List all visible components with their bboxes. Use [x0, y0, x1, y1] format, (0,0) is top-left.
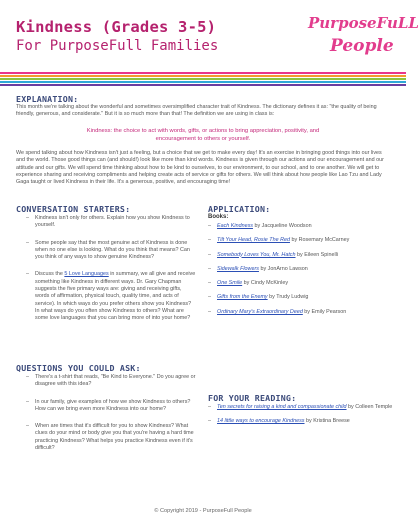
list-item — [208, 309, 394, 316]
explanation-intro: This month we're talking about the wonderful and sometimes oversimplified character trait of Kindness. The dictionary defines it as: "the quality of being friendly, generous, and considerate." But it is so much more than that! The definition we are using in class is: — [16, 104, 377, 118]
list-item — [208, 223, 394, 230]
author-text: by Cindy McKinley — [242, 280, 289, 287]
bullet-icon: – — [208, 251, 211, 258]
bullet-icon: – — [208, 404, 211, 410]
kindness-definition: Kindness: the choice to act with words, gifts, or actions to bring appreciation, positivity, and encouragement to others or yourself. — [86, 128, 320, 142]
book-link[interactable]: 14 little ways to encourage Kindness — [217, 418, 305, 425]
reading-list — [208, 404, 394, 433]
author-text: by Eileen Spinelli — [295, 251, 339, 258]
stripe — [0, 78, 406, 80]
bullet-icon: – — [208, 237, 211, 244]
questions-heading: QUESTIONS YOU COULD ASK: — [16, 363, 141, 373]
page-subtitle: For PurposeFull Families — [16, 38, 219, 54]
list-item: – When are times that it's difficult for you to show Kindness? What clues do your mind or body give you that you're having a hard time practicing Kindness? What helps you practice Kindness even if it's difficult? — [26, 423, 194, 452]
conversation-starters-heading: CONVERSATION STARTERS: — [16, 204, 131, 214]
list-item — [208, 266, 394, 273]
list-item — [208, 280, 394, 287]
book-link[interactable]: Ten secrets for raising a kind and compassionate child — [217, 404, 347, 410]
list-item — [208, 404, 394, 411]
author-text: by Jacqueline Woodson — [252, 223, 312, 229]
list-item: – Kindness isn't only for others. Explain how you show Kindness to yourself. — [26, 215, 190, 229]
list-item: – Some people say that the most genuine act of Kindness is done when no one else is looking. What do you think that means? Can you think of any ways to show genuine Kindness? — [26, 239, 190, 261]
bullet-icon: – — [208, 308, 211, 315]
bullet-icon: – — [208, 280, 211, 287]
page-title: Kindness (Grades 3-5) — [16, 18, 217, 36]
bullet-icon: – — [26, 398, 29, 405]
bullet-icon: – — [208, 294, 211, 301]
list-item — [208, 418, 394, 425]
application-heading: APPLICATION: — [208, 204, 271, 214]
explanation-body: We spend talking about how Kindness isn't just a feeling, but a choice that we get to make every day! It's an exercise in bringing good things into our lives and the world. Those good things can (and should!) look like more than kind words. Kindness is given through our actions and our encouragement and our attitude and our gifts. We will spend time thinking about how to be kind to ourselves, to our environment, to our school, and to one another. We will get to experience sharing and receiving compliments and helping create acts of service or gifts for others. We will think about how people like Lao Tzu and Lady Gaga taught or lived Kindness in their life. It's a generous, positive, and encouraging time! — [16, 150, 384, 186]
list-item — [208, 294, 394, 301]
questions-list — [26, 374, 196, 452]
author-text: by Emily Pearson — [302, 308, 347, 315]
book-link[interactable]: Ordinary Mary's Extraordinary Deed — [217, 308, 303, 315]
stripe — [0, 72, 406, 74]
bullet-icon: – — [26, 271, 29, 278]
conversation-starters-list — [26, 215, 196, 323]
bullet-icon: – — [26, 239, 29, 246]
book-link[interactable]: Sidewalk Flowers — [217, 265, 259, 272]
books-label: Books: — [208, 214, 229, 220]
bullet-icon: – — [26, 423, 29, 430]
rainbow-divider — [0, 72, 406, 87]
explanation-heading: EXPLANATION: — [16, 94, 79, 104]
stripe — [0, 75, 406, 77]
stripe — [0, 81, 406, 83]
bullet-icon: – — [26, 215, 29, 221]
list-item: – Discuss the 5 Love Languages in summary, we all give and receive something like Kindness in different ways. Dr. Gary Chapman suggests the five primary ways are: giving and receiving gifts, words of affirmation, physical touch, quality time, and acts of service). In which ways do you prefer others show you Kindness? In what ways do you often show Kindness to others? What are some love languages that you can bring more of into your home? — [26, 271, 196, 322]
book-link[interactable]: Gifts from the Enemy — [217, 294, 268, 301]
book-link[interactable]: Somebody Loves You, Mr. Hatch — [217, 251, 296, 258]
list-item — [208, 252, 394, 259]
copyright-footer: © Copyright 2019 - PurposeFull People — [154, 508, 252, 514]
bullet-icon: – — [208, 418, 211, 425]
bullet-icon: – — [208, 223, 211, 229]
list-item — [208, 237, 394, 244]
books-list — [208, 223, 394, 323]
bullet-icon: – — [208, 265, 211, 272]
author-text: by Trudy Ludwig — [267, 294, 309, 301]
purposefull-people-logo — [308, 14, 419, 66]
love-languages-link[interactable]: 5 Love Languages — [64, 271, 109, 278]
author-text: by Kristina Breese — [304, 418, 350, 425]
author-text: by Colleen Temple — [346, 404, 393, 410]
logo-line-2: People — [330, 36, 394, 56]
list-item: – In our family, give examples of how we show Kindness to others? How can we bring even more Kindness into our home? — [26, 398, 191, 412]
book-link[interactable]: Each Kindness — [217, 223, 253, 229]
author-text: by Rosemary McCarney — [289, 237, 350, 244]
author-text: by JonArno Lawson — [258, 265, 308, 272]
stripe — [0, 84, 406, 86]
list-item: – There's a t-shirt that reads, "Be Kind to Everyone." Do you agree or disagree with this idea? — [26, 374, 196, 388]
for-your-reading-heading: FOR YOUR READING: — [208, 393, 297, 403]
book-link[interactable]: One Smile — [217, 280, 243, 287]
logo-line-1: PurposeFuLL — [308, 14, 419, 32]
book-link[interactable]: Tilt Your Head, Rosie The Red — [217, 237, 290, 244]
bullet-icon: – — [26, 374, 29, 380]
